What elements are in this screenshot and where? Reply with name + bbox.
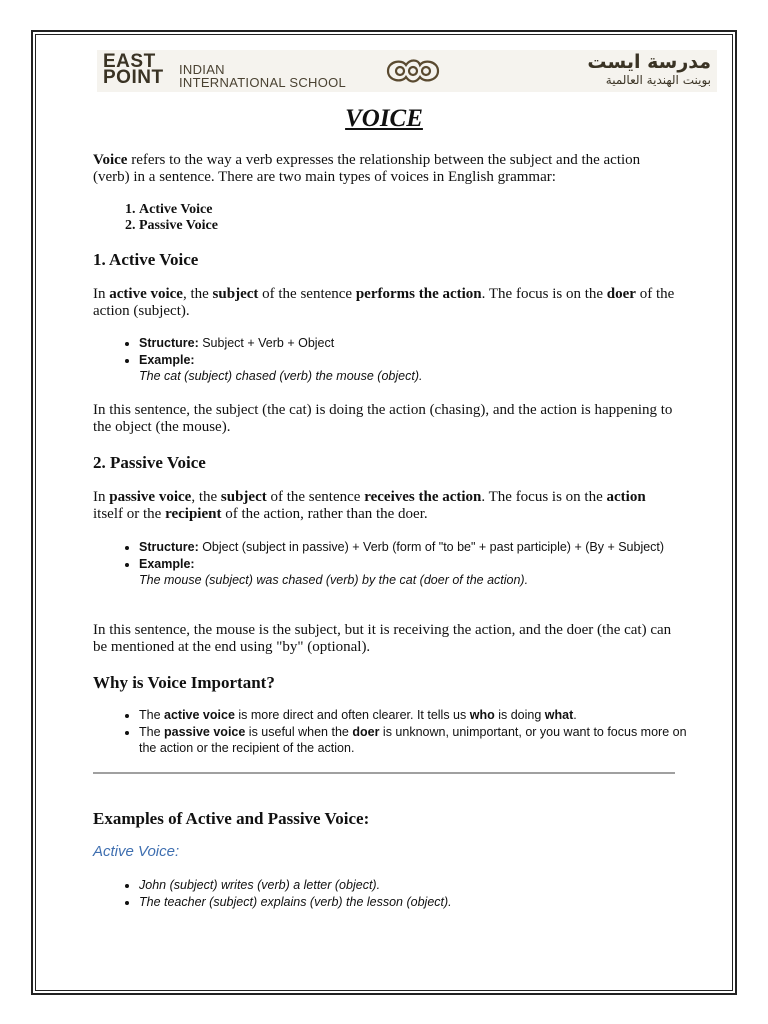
text-run: of the sentence xyxy=(266,489,365,505)
school-header-banner xyxy=(97,50,717,92)
active-voice-explanation: In this sentence, the subject (the cat) is doing the action (chasing), and the action is happening to the object (the mouse). xyxy=(93,402,673,435)
example-value: The cat (subject) chased (verb) the mouse (object). xyxy=(139,369,423,383)
list-item xyxy=(139,894,699,911)
list-item xyxy=(139,877,699,894)
why-important-list xyxy=(93,707,699,757)
passive-voice-definition xyxy=(93,489,679,523)
text-run: is useful when the xyxy=(245,724,353,739)
list-item: 2. Passive Voice xyxy=(139,218,218,234)
school-name-arabic-line2: بوينت الهندية العالمية xyxy=(605,73,711,87)
structure-value: Object (subject in passive) + Verb (form of "to be" + past participle) + (By + Subject) xyxy=(198,540,665,554)
intro-paragraph xyxy=(93,152,679,186)
examples-heading: Examples of Active and Passive Voice: xyxy=(93,809,370,828)
text-run: of the action (subject). xyxy=(93,286,675,319)
bold-run: what xyxy=(544,708,574,722)
bold-run: subject xyxy=(220,489,267,505)
intro-text: refers to the way a verb expresses the relationship between the subject and the action (verb) in a sentence. There are two main types of voices in English grammar: xyxy=(93,152,641,185)
bold-run: passive voice xyxy=(109,489,192,505)
bold-run: doer xyxy=(352,724,380,739)
text-run: of the action, rather than the doer. xyxy=(221,506,428,522)
active-voice-definition xyxy=(93,286,679,320)
bold-run: active voice xyxy=(164,708,235,722)
bold-run: action xyxy=(606,489,646,505)
school-name-english xyxy=(103,51,347,90)
text-run: The xyxy=(139,724,165,739)
why-important-heading: Why is Voice Important? xyxy=(93,673,275,692)
passive-voice-explanation: In this sentence, the mouse is the subject, but it is receiving the action, and the doer (the cat) can be mentioned at the end using "by" (optional). xyxy=(93,622,672,655)
passive-voice-heading: 2. Passive Voice xyxy=(93,453,206,472)
example-value: The mouse (subject) was chased (verb) by the cat (doer of the action). xyxy=(139,573,529,587)
list-item xyxy=(139,539,699,556)
example-label: Example: xyxy=(139,556,195,571)
text-run: . The focus is on the xyxy=(481,489,607,505)
school-name-international: INTERNATIONAL SCHOOL xyxy=(179,75,347,90)
example-sentence: John (subject) writes (verb) a letter (object). xyxy=(139,878,381,892)
text-run: . xyxy=(573,708,577,722)
bold-run: active voice xyxy=(109,286,183,302)
bold-run: recipient xyxy=(165,506,222,522)
text-run: In xyxy=(93,489,110,505)
structure-value: Subject + Verb + Object xyxy=(198,336,335,350)
list-item xyxy=(139,335,699,352)
list-item xyxy=(139,556,699,589)
school-name-arabic xyxy=(587,52,711,88)
structure-label: Structure: xyxy=(139,540,199,554)
list-item xyxy=(139,724,699,757)
list-item xyxy=(139,707,699,724)
active-voice-examples-list xyxy=(93,877,699,910)
bold-run: doer xyxy=(606,286,636,302)
structure-label: Structure: xyxy=(139,336,199,350)
bold-run: passive voice xyxy=(164,724,246,739)
school-name-point: POINT xyxy=(103,67,164,88)
list-item xyxy=(139,352,699,385)
example-label: Example: xyxy=(139,352,195,367)
text-run: In xyxy=(93,286,110,302)
text-run: itself or the xyxy=(93,506,166,522)
school-name-east: EAST xyxy=(103,51,156,72)
voice-types-list xyxy=(93,202,218,233)
active-voice-heading: 1. Active Voice xyxy=(93,250,199,269)
page-title: VOICE xyxy=(345,105,423,132)
text-run: is unknown, unimportant, or you want to focus more on the action or the recipient of the action. xyxy=(139,724,687,755)
list-item: 1. Active Voice xyxy=(139,202,218,218)
section-divider xyxy=(93,772,675,774)
bold-run: performs the action xyxy=(355,286,482,302)
school-name-indian: INDIAN xyxy=(179,62,225,77)
text-run: . The focus is on the xyxy=(481,286,607,302)
text-run: , the xyxy=(191,489,221,505)
school-name-arabic-line1: مدرسة ايست xyxy=(587,51,711,73)
text-run: of the sentence xyxy=(258,286,356,302)
bold-run: who xyxy=(469,708,495,722)
text-run: is doing xyxy=(494,708,545,722)
school-logo-icon xyxy=(380,56,446,91)
passive-voice-details xyxy=(93,539,699,589)
example-sentence: The teacher (subject) explains (verb) the lesson (object). xyxy=(139,894,452,909)
bold-run: receives the action xyxy=(364,489,482,505)
text-run: The xyxy=(139,708,165,722)
active-voice-subheading: Active Voice: xyxy=(93,843,180,860)
text-run: , the xyxy=(182,286,213,302)
active-voice-details xyxy=(93,335,699,385)
bold-run: subject xyxy=(212,286,259,302)
intro-lead: Voice xyxy=(93,152,128,168)
text-run: is more direct and often clearer. It tells us xyxy=(234,708,470,722)
